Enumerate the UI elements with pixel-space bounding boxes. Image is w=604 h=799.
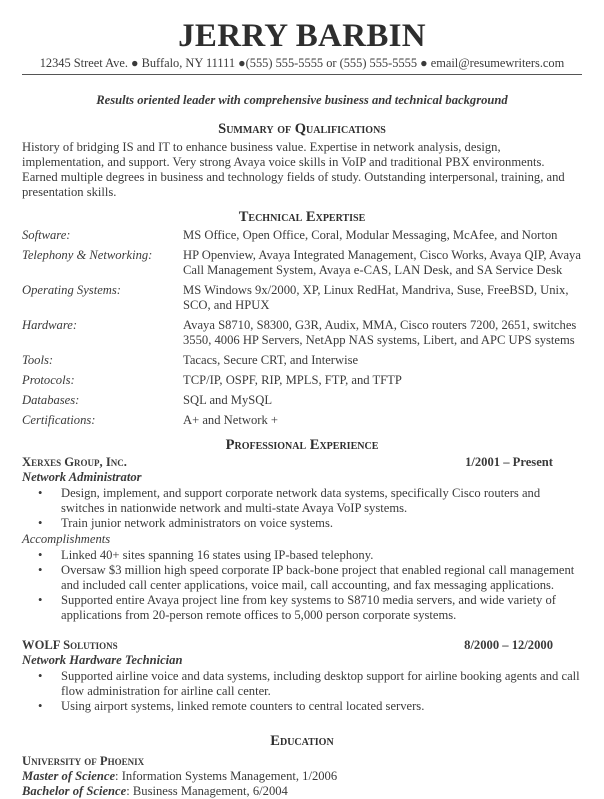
summary-heading: Summary of Qualifications (218, 121, 386, 137)
skill-row (22, 283, 582, 313)
skill-value: SQL and MySQL (183, 393, 273, 407)
skill-value: A+ and Network + (183, 413, 278, 427)
skill-row (22, 373, 582, 388)
list-item (22, 486, 582, 516)
skill-value: Tacacs, Secure CRT, and Interwise (183, 353, 359, 367)
skill-value: Avaya S8710, S8300, G3R, Audix, MMA, Cisco routers 7200, 2651, switches 3550, 4006 HP Servers, NetApp NAS systems, Libert, and APC UPS systems (183, 318, 577, 347)
list-item-text: Supported airline voice and data systems, including desktop support for airline booking agents and call flow administration for airline call center. (61, 669, 580, 698)
list-item-text: Using airport systems, linked remote counters to central located servers. (61, 699, 425, 713)
skill-label: Certifications: (22, 413, 96, 427)
list-item (22, 548, 582, 563)
degree-detail: : Information Systems Management, 1/2006 (115, 769, 338, 783)
job-dates: 8/2000 – 12/2000 (464, 638, 553, 652)
bullet-icon: • (38, 563, 43, 577)
education-heading: Education (270, 733, 334, 749)
company-name: WOLF Solutions (22, 638, 118, 652)
job-entry (22, 638, 582, 714)
skill-value: MS Windows 9x/2000, XP, Linux RedHat, Mandriva, Suse, FreeBSD, Unix, SCO, and HPUX (183, 283, 569, 312)
contact-line: 12345 Street Ave. ● Buffalo, NY 11111 ●(555) 555-5555 or (555) 555-5555 ● email@resumewriters.com (39, 56, 565, 70)
company-name: Xerxes Group, Inc. (22, 455, 127, 469)
experience-section (22, 437, 582, 714)
summary-text: History of bridging IS and IT to enhance business value. Expertise in network analysis, design, implementation, and support. Very strong Avaya voice skills in VoIP and traditional PBX environments. Earned multiple degrees in business and technology fields of study. Outstanding interpersonal, training, and presentation skills. (22, 140, 565, 199)
header-divider (22, 74, 582, 75)
skill-row (22, 353, 582, 368)
experience-heading: Professional Experience (225, 437, 379, 453)
bullet-icon: • (38, 669, 43, 683)
technical-section (22, 209, 582, 428)
list-item (22, 516, 582, 531)
degree-name: Master of Science (22, 769, 116, 783)
bullet-icon: • (38, 593, 43, 607)
job-title: Network Hardware Technician (22, 653, 183, 667)
bullet-list (22, 486, 582, 531)
job-dates: 1/2001 – Present (465, 455, 553, 469)
list-item-text: Design, implement, and support corporate network data systems, specifically Cisco routers and switches in nationwide network and multi-state Avaya VoIP systems. (61, 486, 541, 515)
skill-label: Databases: (22, 393, 80, 407)
bullet-icon: • (38, 548, 43, 562)
tagline: Results oriented leader with comprehensive business and technical background (96, 93, 508, 107)
degree-detail: : Business Management, 6/2004 (126, 784, 288, 798)
bullet-icon: • (38, 486, 43, 500)
summary-section (22, 121, 582, 200)
bullet-list (22, 548, 582, 623)
skill-row (22, 413, 582, 428)
skill-label: Software: (22, 228, 71, 242)
skill-label: Tools: (22, 353, 54, 367)
skill-value: HP Openview, Avaya Integrated Management, Cisco Works, Avaya QIP, Avaya Call Management System, Avaya e-CAS, LAN Desk, and SA Service Desk (183, 248, 581, 277)
bullet-icon: • (38, 699, 43, 713)
list-item-text: Oversaw $3 million high speed corporate IP back-bone project that enabled regional call management and included call center applications, voice mail, call accounting, and fax messaging applications. (61, 563, 575, 592)
candidate-name: JERRY BARBIN (178, 18, 426, 54)
skill-label: Protocols: (22, 373, 75, 387)
list-item-text: Supported entire Avaya project line from key systems to S8710 media servers, and wide variety of applications from 20-person remote offices to 5,000 person corporate systems. (61, 593, 556, 622)
bullet-icon: • (38, 516, 43, 530)
education-section (22, 733, 582, 799)
skill-label: Operating Systems: (22, 283, 121, 297)
skill-value: MS Office, Open Office, Coral, Modular Messaging, McAfee, and Norton (183, 228, 558, 242)
list-item-text: Train junior network administrators on voice systems. (61, 516, 334, 530)
list-item (22, 593, 582, 623)
skill-label: Hardware: (22, 318, 78, 332)
skill-row (22, 393, 582, 408)
degree-name: Bachelor of Science (22, 784, 127, 798)
list-item-text: Linked 40+ sites spanning 16 states using IP-based telephony. (61, 548, 374, 562)
skill-label: Telephony & Networking: (22, 248, 153, 262)
skill-row (22, 318, 582, 348)
school-name: University of Phoenix (22, 754, 145, 768)
list-item (22, 669, 582, 699)
accomplishments-label: Accomplishments (22, 532, 111, 546)
skill-value: TCP/IP, OSPF, RIP, MPLS, FTP, and TFTP (183, 373, 402, 387)
skill-row (22, 248, 582, 278)
degree-line (22, 769, 582, 784)
list-item (22, 563, 582, 593)
list-item (22, 699, 582, 714)
job-title: Network Administrator (22, 470, 142, 484)
bullet-list (22, 669, 582, 714)
job-entry (22, 455, 582, 623)
skill-row (22, 228, 582, 243)
technical-heading: Technical Expertise (238, 209, 366, 225)
